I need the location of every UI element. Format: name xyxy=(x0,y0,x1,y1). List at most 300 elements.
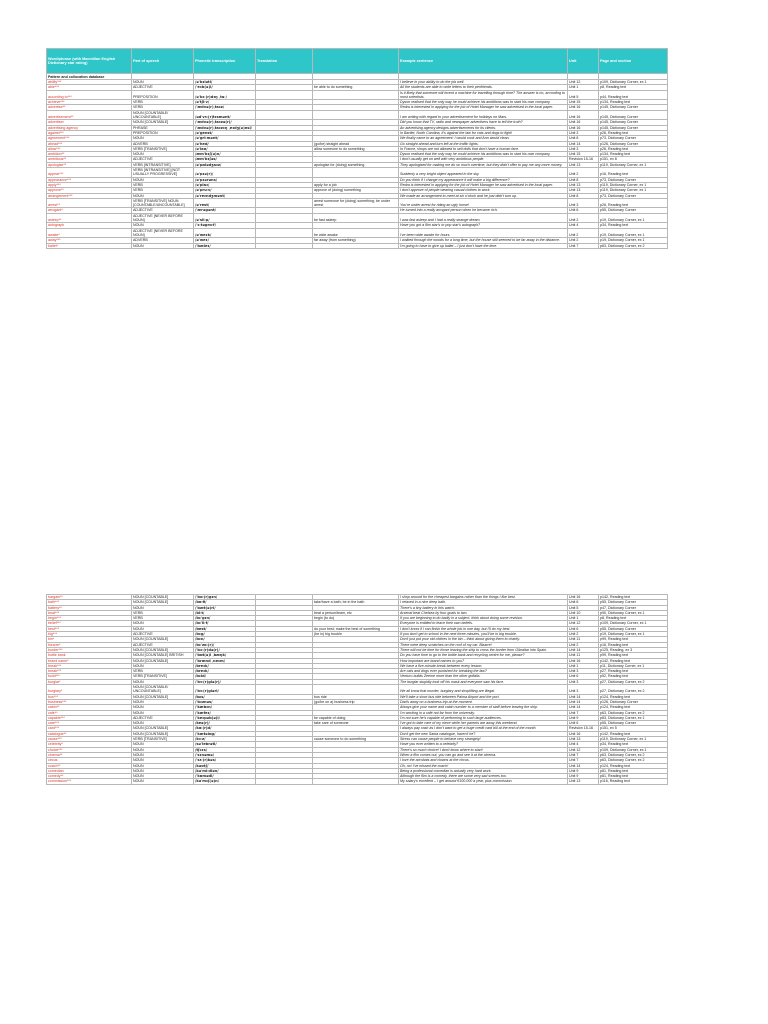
page-section-cell: p134, Reading text xyxy=(599,100,668,105)
subheader-label: Pattern and collocation database xyxy=(47,74,132,80)
word-cell: advertising agency xyxy=(47,125,132,130)
part-of-speech-cell: NOUN [COUNTABLE] xyxy=(132,595,194,600)
unit-cell: Unit 9 xyxy=(568,768,599,773)
page-section-cell: p142, Reading text xyxy=(599,658,668,663)
page-section-cell: p8, Reading text xyxy=(599,616,668,621)
vocabulary-table xyxy=(46,48,668,249)
vocabulary-table-page-2 xyxy=(46,594,667,785)
part-of-speech-cell: NOUN xyxy=(132,177,194,182)
translation-cell xyxy=(256,779,313,784)
pattern-cell: cause someone to do something xyxy=(313,737,399,742)
unit-cell: Unit 6 xyxy=(568,208,599,213)
example-cell: There's a tiny battery in this watch. xyxy=(399,605,568,610)
part-of-speech-cell: NOUN [COUNTABLE] xyxy=(132,647,194,652)
part-of-speech-cell: VERB xyxy=(132,616,194,621)
unit-cell: Unit 11 xyxy=(568,653,599,658)
unit-cell: Unit 16 xyxy=(568,110,599,120)
example-cell: I've got to take care of my niece while her parents are away this weekend. xyxy=(399,721,568,726)
unit-cell: Unit 4 xyxy=(568,223,599,228)
translation-cell xyxy=(256,168,313,178)
example-cell: Did you know that TV, radio and newspaper advertisers have to tell the truth? xyxy=(399,120,568,125)
word-cell: burglary* xyxy=(47,685,132,695)
example-cell: I'm going to have to give up ballet – I just don't have the time. xyxy=(399,243,568,248)
example-cell: I relaxed in a nice deep bath. xyxy=(399,600,568,605)
phonetic-cell: /breɪk/ xyxy=(194,669,256,674)
unit-cell: Unit 12 xyxy=(568,621,599,626)
example-cell: Everyone is entitled to leave their own beliefs. xyxy=(399,621,568,626)
phonetic-cell: /bɑːθ/ xyxy=(194,600,256,605)
page-section-cell: p26, Reading text xyxy=(599,130,668,135)
example-cell: We have a five-minute break between every lesson. xyxy=(399,663,568,668)
word-cell: allow*** xyxy=(47,146,132,151)
phonetic-cell: /æmˈbɪʃəs/ xyxy=(194,157,256,162)
header-phonetic: Phonetic transcription xyxy=(194,49,256,74)
phonetic-cell: /best/ xyxy=(194,626,256,631)
word-cell: ability*** xyxy=(47,80,132,85)
part-of-speech-cell: NOUN xyxy=(132,152,194,157)
example-cell: Oh, no! I've missed the coach! xyxy=(399,763,568,768)
unit-cell: Unit 8 xyxy=(568,177,599,182)
page-section-cell: p99, Reading text xyxy=(599,637,668,642)
part-of-speech-cell: ADJECTIVE xyxy=(132,642,194,647)
page-section-cell: p119, Dictionary Corner, ex 1 xyxy=(599,188,668,193)
word-cell: approve** xyxy=(47,188,132,193)
table-row xyxy=(47,198,668,208)
pattern-cell xyxy=(313,90,399,100)
part-of-speech-cell: NOUN xyxy=(132,768,194,773)
pattern-cell: allow someone to do something xyxy=(313,146,399,151)
word-cell: capable*** xyxy=(47,715,132,720)
translation-cell xyxy=(256,213,313,223)
page-section-cell: p134, Reading text xyxy=(599,152,668,157)
example-cell: In Bartlet, North Carolina, it's against the law for cats and dogs to fight! xyxy=(399,130,568,135)
example-cell: Dyson realised that the only way he could achieve his ambitions was to start his own company. xyxy=(399,152,568,157)
example-cell: Don't just put your old clothes in the bin – think about giving them to charity. xyxy=(399,637,568,642)
phonetic-cell: /əˈhed/ xyxy=(194,141,256,146)
unit-cell: Unit 9 xyxy=(568,715,599,720)
example-cell: I don't usually get on well with very ambitious people. xyxy=(399,157,568,162)
pattern-cell xyxy=(313,243,399,248)
unit-cell: Unit 16 xyxy=(568,731,599,736)
part-of-speech-cell: VERB [TRANSITIVE] xyxy=(132,674,194,679)
example-cell: You're under arrest for riding an ugly horse! xyxy=(399,198,568,208)
word-cell: business*** xyxy=(47,699,132,704)
page-section-cell: p16, Reading text xyxy=(599,168,668,178)
word-cell: card*** xyxy=(47,726,132,731)
word-cell: bottle bank xyxy=(47,653,132,658)
page-section-cell: p99, Reading text xyxy=(599,653,668,658)
unit-cell: Unit 7 xyxy=(568,243,599,248)
translation-cell xyxy=(256,90,313,100)
phonetic-cell: /əˈpɪərəns/ xyxy=(194,177,256,182)
header-part-of-speech: Part of speech xyxy=(132,49,194,74)
page-section-cell: p26, Reading text xyxy=(599,198,668,208)
part-of-speech-cell: NOUN xyxy=(132,243,194,248)
phonetic-cell: /tʃɔɪs/ xyxy=(194,747,256,752)
word-cell: comedian xyxy=(47,768,132,773)
part-of-speech-cell: VERB [TRANSITIVE] xyxy=(132,146,194,151)
phonetic-cell: /ˈbɔː(r)də(r)/ xyxy=(194,647,256,652)
page-section-cell: p145, Dictionary Corner xyxy=(599,120,668,125)
word-cell: advertise** xyxy=(47,105,132,110)
example-cell: Venturo builds Zeeme more than the other golfalls. xyxy=(399,674,568,679)
part-of-speech-cell: VERB xyxy=(132,188,194,193)
example-cell: Dad's away on a business trip at the moment. xyxy=(399,699,568,704)
unit-cell: Unit 14 xyxy=(568,694,599,699)
phonetic-cell: /ˈædvə(r)ˌtaɪzə(r)/ xyxy=(194,120,256,125)
word-cell: bargain** xyxy=(47,595,132,600)
unit-cell: Unit 2 xyxy=(568,238,599,243)
page-section-cell: p55, Dictionary Corner xyxy=(599,626,668,631)
pattern-cell: take care of someone xyxy=(313,721,399,726)
word-cell: away*** xyxy=(47,238,132,243)
example-cell: We all know that murder, burglary and shoplifting are illegal. xyxy=(399,685,568,695)
example-cell: I believe in your ability to do the job well. xyxy=(399,80,568,85)
page-section-cell: p119, Dictionary Corner, ex 1 xyxy=(599,737,668,742)
page-section-cell: p145, Dictionary Corner xyxy=(599,110,668,120)
word-cell: advertiser xyxy=(47,120,132,125)
part-of-speech-cell: NOUN xyxy=(132,710,194,715)
phonetic-cell: /kəʊtʃ/ xyxy=(194,763,256,768)
page-section-cell: p34, Reading text xyxy=(599,223,668,228)
phonetic-cell: /ˈbɑː(r)ɡɪn/ xyxy=(194,595,256,600)
pattern-cell: be wide awake xyxy=(313,228,399,238)
part-of-speech-cell: NOUN xyxy=(132,705,194,710)
page-section-cell: p19, Dictionary Corner, ex 1 xyxy=(599,228,668,238)
page-section-cell: p27, Dictionary Corner, ex 2 xyxy=(599,685,668,695)
pattern-cell: approve of (doing) something xyxy=(313,188,399,193)
phonetic-cell: /ˈbɜː(r)ɡlə(r)/ xyxy=(194,679,256,684)
translation-cell xyxy=(256,243,313,248)
phonetic-cell: /əˈsliːp/ xyxy=(194,213,256,223)
table-row xyxy=(47,737,668,742)
phonetic-cell: /ˈædvə(r)ˌtaɪz/ xyxy=(194,105,256,110)
unit-cell: Unit 8 xyxy=(568,193,599,198)
unit-cell: Unit 3 xyxy=(568,685,599,695)
page-section-cell: p109, Dictionary Corner, ex 1 xyxy=(599,80,668,85)
unit-cell: Unit 12 xyxy=(568,747,599,752)
example-cell: How important are brand names to you? xyxy=(399,658,568,663)
part-of-speech-cell: NOUN [COUNTABLE] xyxy=(132,731,194,736)
phonetic-cell: /səˈlebrəti/ xyxy=(194,742,256,747)
page-section-cell: p109, Dictionary Corner, ex 1 xyxy=(599,621,668,626)
part-of-speech-cell: ADVERB xyxy=(132,238,194,243)
unit-cell: Unit 1 xyxy=(568,85,599,90)
phonetic-cell: /ˈsɪnəmə/ xyxy=(194,752,256,757)
phonetic-cell: /ˈkeɪpəb(ə)l/ xyxy=(194,715,256,720)
unit-cell: Unit 3 xyxy=(568,130,599,135)
pattern-cell: bus ride xyxy=(313,694,399,699)
page-section-cell: p119, Dictionary Corner, ex 1 xyxy=(599,162,668,167)
unit-cell: Unit 15 xyxy=(568,152,599,157)
header-example: Example sentence xyxy=(399,49,568,74)
pattern-cell: apologise for (doing) something xyxy=(313,162,399,167)
table-row xyxy=(47,626,668,631)
word-cell: asleep** xyxy=(47,213,132,223)
pattern-cell: far away (from something) xyxy=(313,238,399,243)
unit-cell: Unit 2 xyxy=(568,228,599,238)
page-section-cell: p16, Reading text xyxy=(599,642,668,647)
part-of-speech-cell: NOUN xyxy=(132,136,194,141)
unit-cell: Unit 10 xyxy=(568,610,599,615)
table-row xyxy=(47,188,668,193)
phonetic-cell: /ˈkæfeɪ/ xyxy=(194,710,256,715)
word-cell: bin* xyxy=(47,637,132,642)
pattern-cell: take/have a bath; be in the bath xyxy=(313,600,399,605)
phonetic-cell: /kɔːz/ xyxy=(194,737,256,742)
phonetic-cell: /ˈkɒmədi/ xyxy=(194,774,256,779)
table-row xyxy=(47,228,668,238)
phonetic-cell: /kəˈmɪʃ(ə)n/ xyxy=(194,779,256,784)
word-cell: advertisement** xyxy=(47,110,132,120)
header-pattern xyxy=(313,49,399,74)
unit-cell: Revision 15-16 xyxy=(568,157,599,162)
translation-cell xyxy=(256,198,313,208)
unit-cell: Unit 13 xyxy=(568,162,599,167)
phonetic-cell: /ədˈvɜː(r)tɪsmənt/ xyxy=(194,110,256,120)
word-cell: celebrity* xyxy=(47,742,132,747)
pattern-cell xyxy=(313,168,399,178)
word-cell: cause*** xyxy=(47,737,132,742)
page-section-cell: p8, Reading text xyxy=(599,85,668,90)
page-section-cell: p19, Dictionary Corner, ex 1 xyxy=(599,213,668,223)
word-cell: according to*** xyxy=(47,90,132,100)
unit-cell: Unit 14 xyxy=(568,647,599,652)
example-cell: Redra is interested in applying for the job of Hotel Manager he saw advertised in the local paper. xyxy=(399,105,568,110)
word-cell: bizarre* xyxy=(47,642,132,647)
table-row xyxy=(47,90,668,100)
part-of-speech-cell: NOUN xyxy=(132,223,194,228)
vocabulary-table xyxy=(46,594,668,785)
part-of-speech-cell: NOUN xyxy=(132,721,194,726)
header-page-section: Page and section xyxy=(599,49,668,74)
example-cell: I shop around for the cheapest bargains rather than the things I like best. xyxy=(399,595,568,600)
page-section-cell: p55, Dictionary Corner xyxy=(599,600,668,605)
unit-cell: Unit 13 xyxy=(568,188,599,193)
word-cell: battery** xyxy=(47,605,132,610)
word-cell: break*** xyxy=(47,663,132,668)
unit-cell: Unit 2 xyxy=(568,642,599,647)
unit-cell: Unit 16 xyxy=(568,120,599,125)
part-of-speech-cell: VERB [TRANSITIVE] NOUN [COUNTABLE/UNCOUNTABLE] xyxy=(132,198,194,208)
word-cell: arrangement*** xyxy=(47,193,132,198)
phonetic-cell: /ˈkætəlɒɡ/ xyxy=(194,731,256,736)
pattern-cell: be capable of doing xyxy=(313,715,399,720)
phonetic-cell: /əˈbɪləti/ xyxy=(194,80,256,85)
unit-cell: Unit 3 xyxy=(568,669,599,674)
part-of-speech-cell: NOUN xyxy=(132,758,194,763)
page-section-cell: p124, Reading text xyxy=(599,694,668,699)
example-cell: Redra is interested in applying for the job of Hotel Manager he saw advertised in the local paper. xyxy=(399,182,568,187)
phonetic-cell: /əˈkɔː(r)dɪŋ ˌtuː/ xyxy=(194,90,256,100)
part-of-speech-cell: VERB xyxy=(132,105,194,110)
unit-cell: Unit 1 xyxy=(568,616,599,621)
unit-cell: Unit 16 xyxy=(568,658,599,663)
part-of-speech-cell: NOUN xyxy=(132,752,194,757)
page-section-cell: p73, Dictionary Corner xyxy=(599,193,668,198)
pattern-cell: apply for a job xyxy=(313,182,399,187)
part-of-speech-cell: NOUN xyxy=(132,80,194,85)
example-cell: If you are beginning to do badly in a subject, think about doing some revision. xyxy=(399,616,568,621)
word-cell: build*** xyxy=(47,674,132,679)
phonetic-cell: /bɪˈzɑː(r)/ xyxy=(194,642,256,647)
word-cell: brand name* xyxy=(47,658,132,663)
pattern-cell: arrest someone for (doing) something; be under arrest xyxy=(313,198,399,208)
example-cell: We finally came to an agreement: I would cook and Ann would clean. xyxy=(399,136,568,141)
word-cell: border*** xyxy=(47,647,132,652)
unit-cell: Unit 14 xyxy=(568,705,599,710)
example-cell: Is it likely that someone will invent a machine for travelling through time? The answer is no, according to most scientists. xyxy=(399,90,568,100)
unit-cell: Unit 16 xyxy=(568,105,599,110)
example-cell: They apologised for making me do so much overtime, but they didn't offer to pay me any more money. xyxy=(399,162,568,167)
part-of-speech-cell: VERB xyxy=(132,669,194,674)
part-of-speech-cell: ADJECTIVE [NEVER BEFORE NOUN] xyxy=(132,228,194,238)
page-section-cell: p151, ex 8 xyxy=(599,157,668,162)
example-cell: Suddenly a very bright object appeared in the sky. xyxy=(399,168,568,178)
table-row xyxy=(47,685,668,695)
example-cell: I always pay cash as I don't want to get a huge credit card bill at the end of the month. xyxy=(399,726,568,731)
page-section-cell: p126, Dictionary Corner xyxy=(599,141,668,146)
table-row xyxy=(47,243,668,248)
page-section-cell: p126, Dictionary Corner xyxy=(599,699,668,704)
part-of-speech-cell: NOUN xyxy=(132,663,194,668)
part-of-speech-cell: NOUN xyxy=(132,779,194,784)
unit-cell: Unit 3 xyxy=(568,146,599,151)
page-section-cell: p63, Dictionary Corner, ex 2 xyxy=(599,710,668,715)
page-section-cell: p151, ex 5 xyxy=(599,726,668,731)
example-cell: All the students are able to write letters to their penfriends. xyxy=(399,85,568,90)
unit-cell: Unit 7 xyxy=(568,752,599,757)
page-section-cell: p55, Dictionary Corner xyxy=(599,721,668,726)
unit-cell: Unit 13 xyxy=(568,182,599,187)
phonetic-cell: /ˈkæbɪn/ xyxy=(194,705,256,710)
example-cell: I'm working in a café not far from the university. xyxy=(399,710,568,715)
example-cell: We made an arrangement to meet at six o'clock and he just didn't turn up. xyxy=(399,193,568,198)
word-cell: apologise** xyxy=(47,162,132,167)
phonetic-cell: /əˈplaɪ/ xyxy=(194,182,256,187)
pattern-cell: begin (to do) xyxy=(313,616,399,621)
example-cell: There's so much choice! I don't know where to start! xyxy=(399,747,568,752)
unit-cell: Unit 6 xyxy=(568,626,599,631)
pattern-cell: do your best; make the best of something xyxy=(313,626,399,631)
unit-cell: Unit 1 xyxy=(568,663,599,668)
word-cell: beat*** xyxy=(47,610,132,615)
phonetic-cell: /ˈbɪznəs/ xyxy=(194,699,256,704)
example-cell: We'll take a short bus ride between Palma Airport and the port. xyxy=(399,694,568,699)
phonetic-cell: /əˈweɪk/ xyxy=(194,228,256,238)
part-of-speech-cell: PREPOSITION xyxy=(132,130,194,135)
unit-cell: Unit 15 xyxy=(568,100,599,105)
part-of-speech-cell: PREPOSITION xyxy=(132,90,194,100)
page-section-cell: p73, Dictionary Corner xyxy=(599,177,668,182)
word-cell: belief*** xyxy=(47,621,132,626)
part-of-speech-cell: NOUN [COUNTABLE] BRITISH xyxy=(132,653,194,658)
unit-cell: Unit 13 xyxy=(568,737,599,742)
page-section-cell: p142, Reading text xyxy=(599,731,668,736)
pattern-cell: be able to do something xyxy=(313,85,399,90)
page-section-cell: p27, Dictionary Corner, ex 2 xyxy=(599,679,668,684)
part-of-speech-cell: PHRASE xyxy=(132,125,194,130)
word-cell: break*** xyxy=(47,669,132,674)
word-cell: burglar* xyxy=(47,679,132,684)
word-cell: awake* xyxy=(47,228,132,238)
example-cell: Don't get the new Santa catalogue, haven't he? xyxy=(399,731,568,736)
part-of-speech-cell: VERB [TRANSITIVE] xyxy=(132,737,194,742)
phonetic-cell: /bɪld/ xyxy=(194,674,256,679)
pattern-cell xyxy=(313,779,399,784)
page-section-cell: p124, Reading text xyxy=(599,763,668,768)
part-of-speech-cell: NOUN [COUNTABLE/ UNCOUNTABLE] xyxy=(132,110,194,120)
pattern-cell xyxy=(313,685,399,695)
example-cell: I don't approve of people wearing casual clothes to work. xyxy=(399,188,568,193)
table-row xyxy=(47,168,668,178)
page-section-cell: p44, Reading text xyxy=(599,90,668,100)
page-section-cell: p109, Dictionary Corner, ex 1 xyxy=(599,747,668,752)
example-cell: When a film comes out, you can go and see it at the cinema. xyxy=(399,752,568,757)
unit-cell: Unit 4 xyxy=(568,742,599,747)
unit-cell: Unit 13 xyxy=(568,779,599,784)
part-of-speech-cell: NOUN xyxy=(132,605,194,610)
unit-cell: Unit 7 xyxy=(568,758,599,763)
unit-cell: Unit 14 xyxy=(568,141,599,146)
phonetic-cell: /kəˈmiːdiən/ xyxy=(194,768,256,773)
part-of-speech-cell: NOUN xyxy=(132,742,194,747)
table-row xyxy=(47,600,668,605)
word-cell: catalogue** xyxy=(47,731,132,736)
phonetic-cell: /æmˈbɪʃ(ə)n/ xyxy=(194,152,256,157)
vocabulary-table-page-1 xyxy=(46,48,667,249)
part-of-speech-cell: NOUN xyxy=(132,679,194,684)
part-of-speech-cell: NOUN xyxy=(132,747,194,752)
part-of-speech-cell: VERB xyxy=(132,100,194,105)
word-cell: achieve*** xyxy=(47,100,132,105)
unit-cell: Unit 12 xyxy=(568,80,599,85)
pattern-cell: (go/be) straight ahead xyxy=(313,141,399,146)
phonetic-cell: /ˈbɜː(r)ɡləri/ xyxy=(194,685,256,695)
unit-cell: Unit 5 xyxy=(568,90,599,100)
example-cell: I walked through the woods for a long time, but the house still seemed to be far away in the distance. xyxy=(399,238,568,243)
part-of-speech-cell: VERB xyxy=(132,182,194,187)
pattern-cell xyxy=(313,110,399,120)
unit-cell: Unit 2 xyxy=(568,168,599,178)
word-cell: begin*** xyxy=(47,616,132,621)
example-cell: Have you ever written to a celebrity? xyxy=(399,742,568,747)
part-of-speech-cell: NOUN [COUNTABLE] xyxy=(132,694,194,699)
example-cell: Always give your name and cabin number to a member of staff before leaving the ship. xyxy=(399,705,568,710)
header-row xyxy=(47,49,668,74)
unit-cell: Unit 3 xyxy=(568,679,599,684)
pattern-cell: (go/be on a) business trip xyxy=(313,699,399,704)
unit-cell: Unit 6 xyxy=(568,674,599,679)
example-cell: There will not be time for those leaving the ship to cross the border from Gibraltar into Spain. xyxy=(399,647,568,652)
phonetic-cell: /bɪˈliːf/ xyxy=(194,621,256,626)
phonetic-cell: /bʌs/ xyxy=(194,694,256,699)
translation-cell xyxy=(256,228,313,238)
word-cell: apply*** xyxy=(47,182,132,187)
word-cell: comedy** xyxy=(47,774,132,779)
page-section-cell: p142, Reading text xyxy=(599,595,668,600)
page-section-cell: p55, Dictionary Corner xyxy=(599,208,668,213)
part-of-speech-cell: VERB [INTRANSITIVE] [NOT USUALLY PROGRESSIVE] xyxy=(132,168,194,178)
phonetic-cell: /ˈeɪb(ə)l/ xyxy=(194,85,256,90)
pattern-cell: be fast asleep xyxy=(313,213,399,223)
unit-cell: Unit 16 xyxy=(568,595,599,600)
table-row xyxy=(47,213,668,223)
example-cell: My salary's excellent – I get around €100,000 a year, plus commission. xyxy=(399,779,568,784)
word-cell: autograph xyxy=(47,223,132,228)
example-cell: Have you got a film star's or pop star's autograph? xyxy=(399,223,568,228)
page-section-cell: p81, Reading text xyxy=(599,768,668,773)
